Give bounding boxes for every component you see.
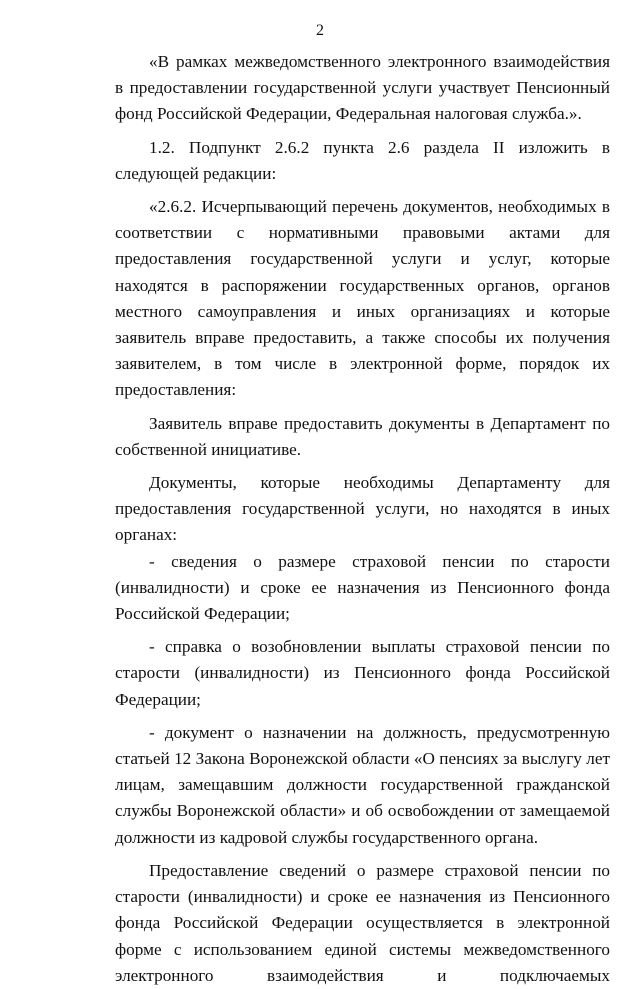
document-body — [115, 49, 610, 989]
paragraph-documents-other-bodies: Документы, которые необходимы Департаменту для предоставления государственной услуги, но находятся в иных органах: — [115, 473, 610, 545]
paragraph-applicant-right: Заявитель вправе предоставить документы в Департамент по собственной инициативе. — [115, 413, 610, 459]
paragraph-document-list: «2.6.2. Исчерпывающий перечень документов, необходимых в соответствии с нормативными правовыми актами для предоставления государственной услуги и услуг, которые находятся в распоряжении государственных органов, органов местного самоуправления и иных организациях и которые заявитель вправе предоставить, а также способы их получения заявителем, в том числе в электронной форме, порядок их предоставления: — [115, 197, 610, 400]
paragraph-subclause-amendment: 1.2. Подпункт 2.6.2 пункта 2.6 раздела II изложить в следующей редакции: — [115, 137, 610, 183]
paragraph-interagency-cooperation: «В рамках межведомственного электронного взаимодействия в предоставлении государственной услуги участвует Пенсионный фонд Российской Федерации, Федеральная налоговая служба.». — [115, 52, 610, 124]
paragraph-electronic-provision: Предоставление сведений о размере страховой пенсии по старости (инвалидности) и сроке ее назначения из Пенсионного фонда Российской Федерации осуществляется в электронной форме с использованием единой системы межведомственного электронного взаимодействия и подключаемых — [115, 860, 610, 985]
list-item-pension-resumption: - справка о возобновлении выплаты страховой пенсии по старости (инвалидности) из Пенсионного фонда Российской Федерации; — [115, 637, 610, 709]
list-item-appointment-document: - документ о назначении на должность, предусмотренную статьей 12 Закона Воронежской области «О пенсиях за выслугу лет лицам, замещавшим должности государственной гражданской службы Воронежской области» и об освобождении от замещаемой должности из кадровой службы государственного органа. — [115, 722, 610, 847]
page-number: 2 — [316, 22, 324, 39]
list-item-pension-info: - сведения о размере страховой пенсии по старости (инвалидности) и сроке ее назначения из Пенсионного фонда Российской Федерации; — [115, 551, 610, 624]
